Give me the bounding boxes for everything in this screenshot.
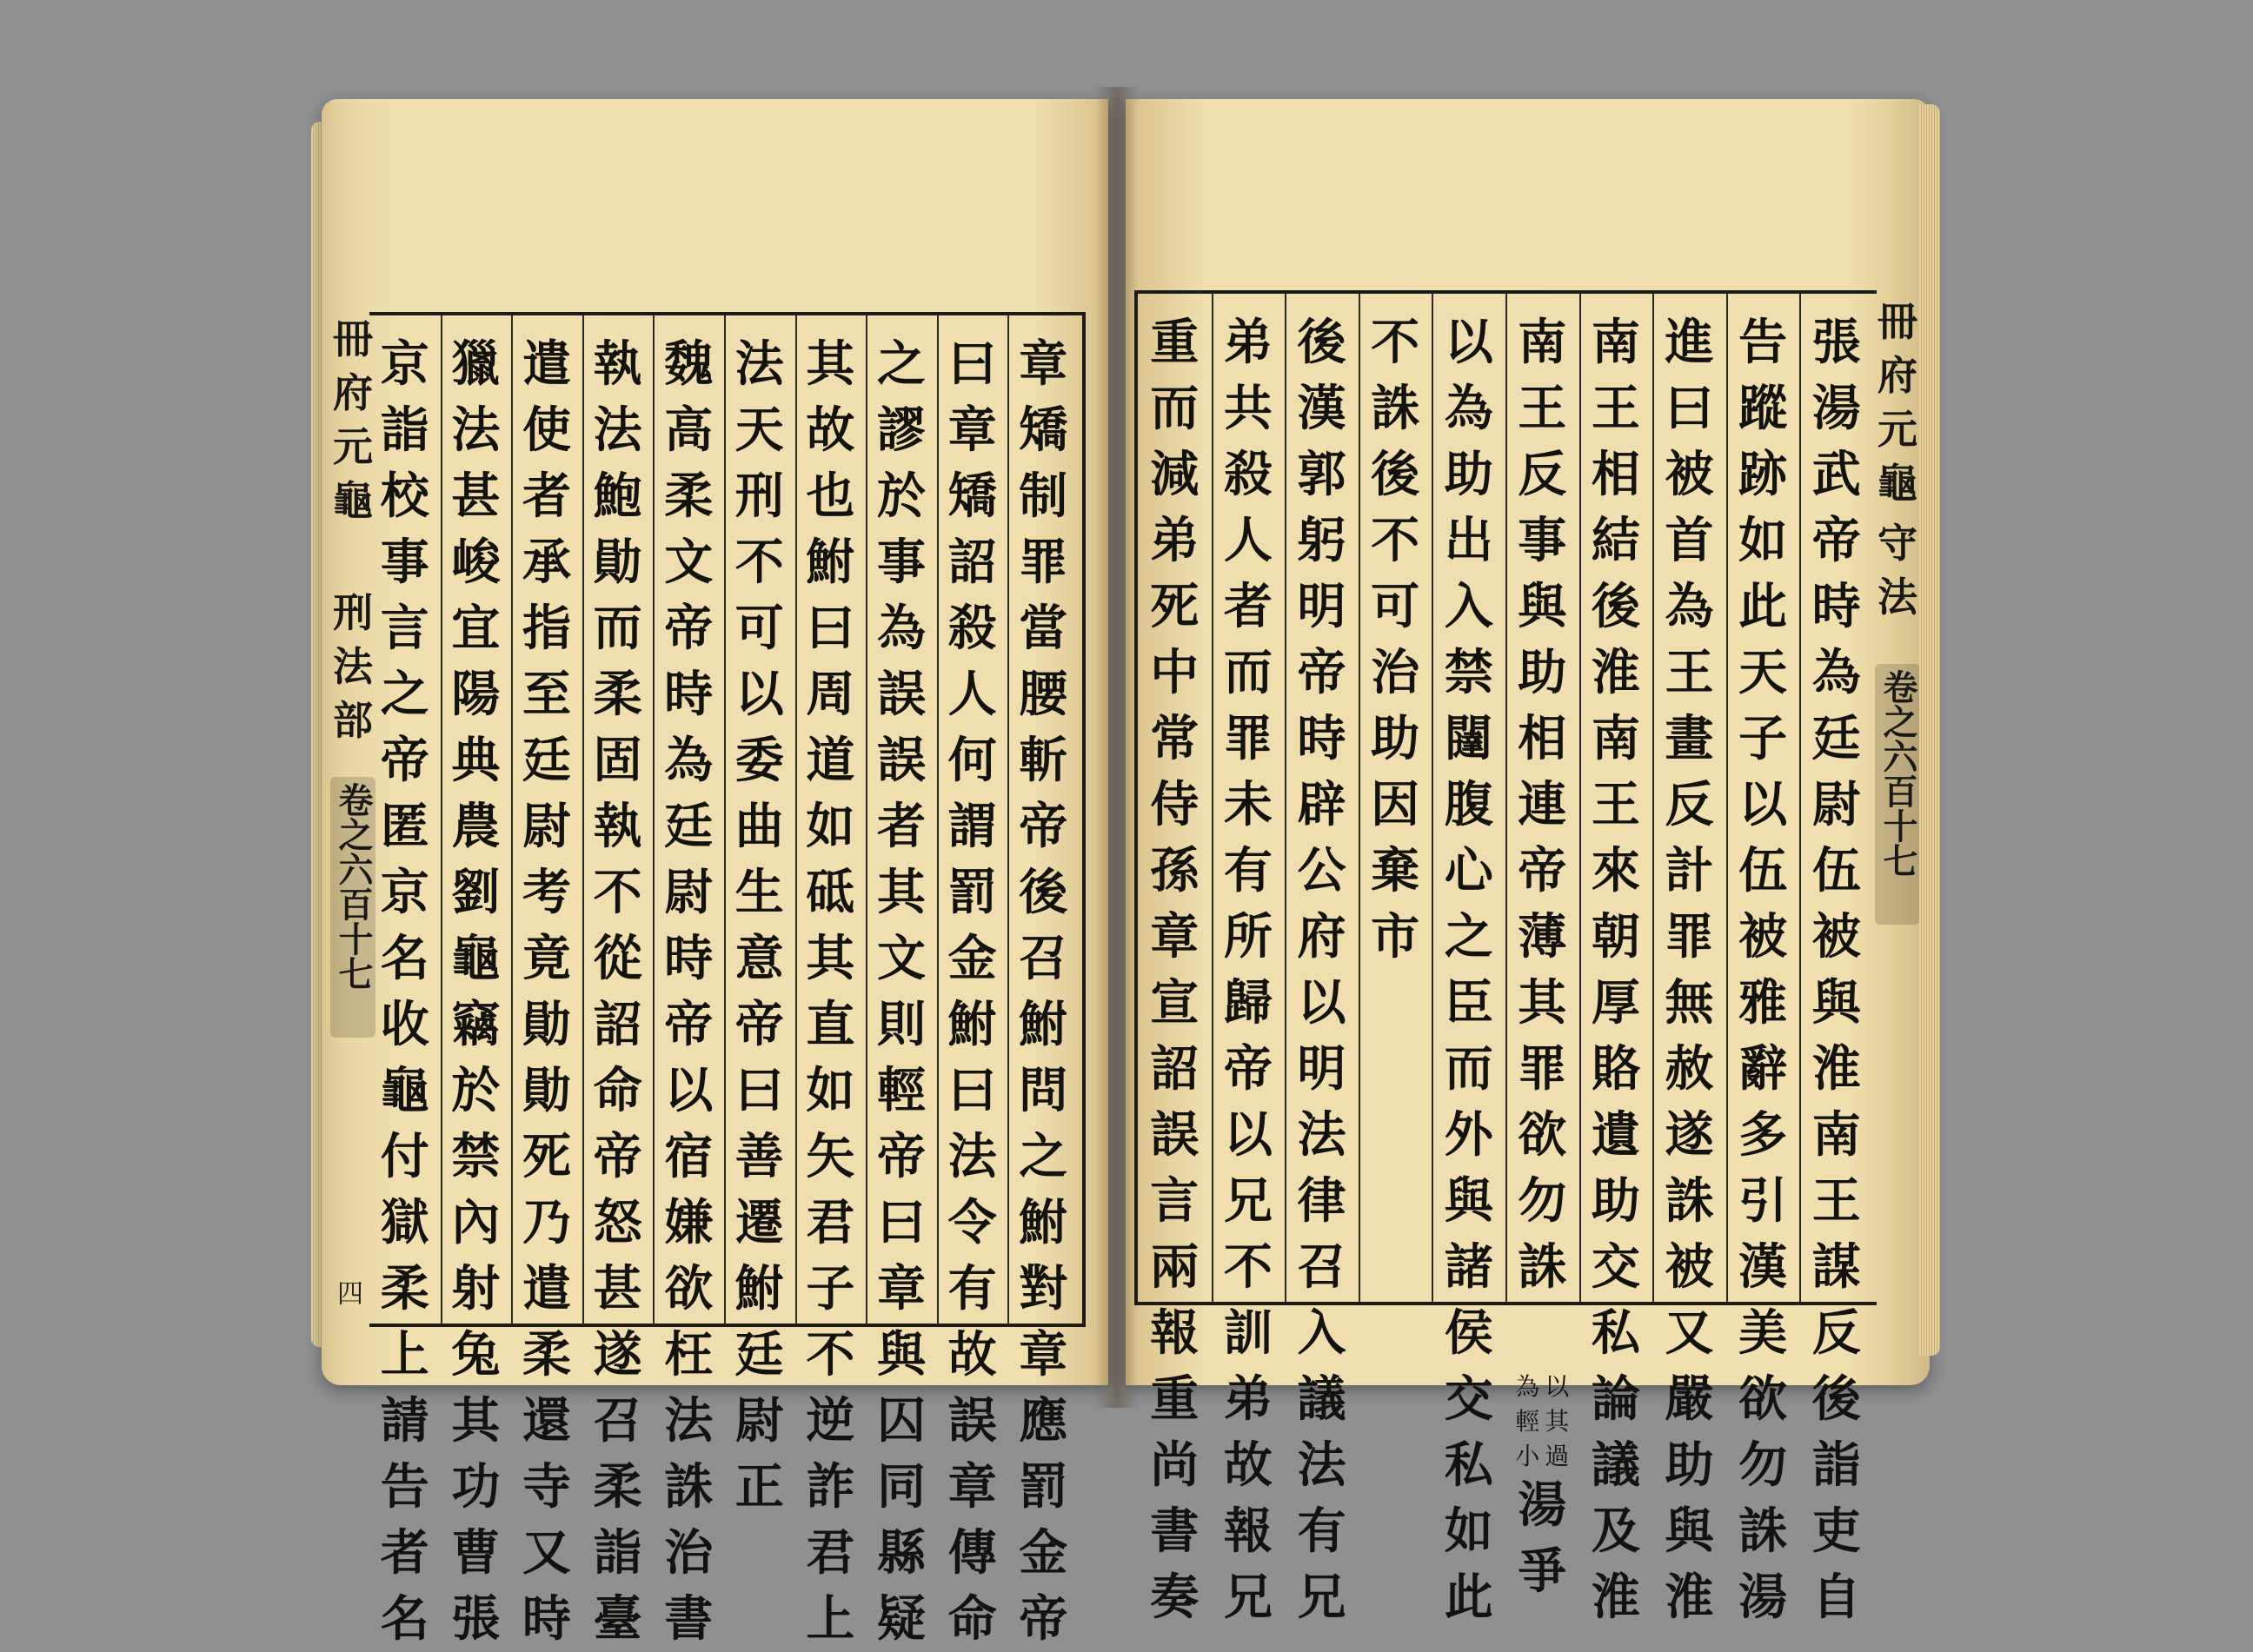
right-column-rule [1652, 294, 1654, 1302]
left-margin-section-char: 刑 [333, 589, 373, 636]
left-text-frame [369, 312, 1086, 1648]
left-column-rule [1007, 315, 1009, 1324]
right-column-rule [1285, 294, 1286, 1302]
right-column-rule [1579, 294, 1581, 1302]
right-text-column: 弟 共 殺 人 者 而 罪 未 有 所 歸 帝 以 兄 不 訓 弟 故 報 兄 [1223, 314, 1273, 1626]
right-column-rule [1359, 294, 1360, 1302]
left-text-column: 魏 高 柔 文 帝 時 為 廷 尉 時 帝 以 宿 嫌 欲 枉 法 誅 治 書 [664, 335, 714, 1648]
left-text-column: 曰 章 矯 詔 殺 人 何 謂 罰 金 鮒 曰 法 令 有 故 誤 章 傳 命 [947, 335, 997, 1648]
right-margin-title [1873, 295, 1922, 510]
left-margin-title-char: 龜 [333, 477, 373, 524]
left-text-column: 京 詣 校 事 言 之 帝 匿 京 名 收 龜 付 獄 柔 上 請 告 者 名 [380, 335, 429, 1648]
right-text-column: 不 誅 後 不 可 治 助 因 棄 市 [1371, 314, 1420, 965]
left-margin-section-char: 部 [333, 697, 373, 744]
right-margin-title-char: 龜 [1877, 460, 1917, 507]
left-volume-label: 卷之六百十七 [333, 782, 374, 991]
right-text-frame: 張 湯 武 帝 時 為 廷 尉 伍 被 與 淮 南 王 謀 反 後 詣 吏 自 告 蹤 跡 如 此 天 子 以 伍 被 雅 辭 多 引 漢 美 欲 勿 誅 湯 進 曰 被 首 為 王 畫 反 計 罪 無 赦 遂 誅 被 又 嚴 助 與 淮 南 王 相 結 後 淮 南 王 來 朝 厚 賂 遺 助 交 私 論 議 及 淮 南 王 反 事 與 助 相 連 帝 薄 其 罪 欲 勿 誅 以 為 助 出 入 禁 闥 腹 心 之 臣 而 外 與 諸 侯 交 私 如 此 不 誅 後 不 可 治 助 因 棄 市 後 漢 郭 躬 明 帝 時 辟 公 府 以 明 法 律 召 入 議 法 有 兄 弟 共 殺 人 者 而 罪 未 有 所 歸 帝 以 兄 不 訓 弟 故 報 兄 重 而 減 弟 死 中 常 侍 孫 章 宣 詔 誤 言 兩 報 重 尚 書 奏 以 其 過 為 輕 小 湯 爭 [1134, 290, 1877, 1305]
left-column-rule [511, 315, 513, 1324]
right-volume-stamp [1875, 664, 1920, 925]
left-column-rule [582, 315, 584, 1324]
right-text-column: 重 而 減 弟 死 中 常 侍 孫 章 宣 詔 誤 言 兩 報 重 尚 書 奏 [1150, 314, 1200, 1626]
left-text-column: 其 故 也 鮒 曰 周 道 如 砥 其 直 如 矢 君 子 不 逆 詐 君 上 [806, 335, 855, 1648]
right-text-column: 告 蹤 跡 如 此 天 子 以 伍 被 雅 辭 多 引 漢 美 欲 勿 誅 湯 [1738, 314, 1788, 1626]
right-column-rule [1212, 294, 1213, 1302]
left-column-rule [653, 315, 655, 1324]
left-margin-title-char: 府 [333, 369, 373, 416]
left-margin-title-char: 元 [333, 423, 373, 470]
right-text-column: 張 湯 武 帝 時 為 廷 尉 伍 被 與 淮 南 王 謀 反 後 詣 吏 自 [1811, 314, 1861, 1626]
left-page [322, 99, 1108, 1648]
left-folio: 四 [337, 1279, 363, 1310]
right-column-rule [1432, 294, 1433, 1302]
right-page [1126, 99, 1930, 1626]
right-volume-label: 卷之六百十七 [1877, 669, 1918, 878]
left-text-column: 章 矯 制 罪 當 腰 斬 帝 後 召 鮒 問 之 鮒 對 章 應 罰 金 帝 [1019, 335, 1068, 1648]
right-text-column: 以 為 助 出 入 禁 闥 腹 心 之 臣 而 外 與 諸 侯 交 私 如 此 [1444, 314, 1493, 1626]
right-inline-note-b: 為 輕 小 [1515, 1372, 1540, 1470]
right-margin-section-char: 守 [1877, 520, 1917, 567]
left-text-column: 遣 使 者 承 指 至 廷 尉 考 竟 勛 勛 死 乃 遣 柔 還 寺 又 時 [522, 335, 571, 1648]
right-margin-title-char: 府 [1877, 352, 1917, 399]
left-text-column: 法 天 刑 不 可 以 委 曲 生 意 帝 曰 善 遷 鮒 廷 尉 正 [734, 335, 784, 1516]
left-column-rule [937, 315, 939, 1324]
right-column-rule [1505, 294, 1507, 1302]
open-book [322, 87, 1930, 1648]
left-column-rule [795, 315, 797, 1324]
left-text-column: 獵 法 甚 峻 宜 陽 典 農 劉 龜 竊 於 禁 內 射 兔 其 功 曹 張 [451, 335, 501, 1648]
right-margin-title-char: 元 [1877, 406, 1917, 453]
right-text-column: 後 漢 郭 躬 明 帝 時 辟 公 府 以 明 法 律 召 入 議 法 有 兄 [1297, 314, 1346, 1626]
right-margin-section [1873, 516, 1922, 624]
left-text-column: 之 謬 於 事 為 誤 誤 者 其 文 則 輕 帝 曰 章 與 囚 同 縣 疑 [877, 335, 926, 1648]
right-margin-title-char: 冊 [1877, 298, 1917, 345]
right-column-rule [1726, 294, 1728, 1302]
book-gutter [1095, 87, 1139, 1408]
right-margin-section-char: 法 [1877, 574, 1917, 620]
right-inline-note-a: 以 其 過 [1545, 1372, 1570, 1470]
right-text-column: 南 王 反 事 與 助 相 連 帝 薄 其 罪 欲 勿 誅 [1518, 314, 1567, 1296]
left-column-rule [866, 315, 867, 1324]
right-text-column: 進 曰 被 首 為 王 畫 反 計 罪 無 赦 遂 誅 被 又 嚴 助 與 淮 [1665, 314, 1714, 1626]
right-page-edges [1919, 104, 1940, 1356]
right-text-column: 南 王 相 結 後 淮 南 王 來 朝 厚 賂 遺 助 交 私 論 議 及 淮 [1591, 314, 1640, 1626]
left-column-rule [441, 315, 442, 1324]
left-margin-title-char: 冊 [333, 315, 373, 362]
left-column-rule [724, 315, 726, 1324]
left-margin-section-char: 法 [333, 643, 373, 690]
right-column-rule [1799, 294, 1801, 1302]
left-text-column: 執 法 鮑 勛 而 柔 固 執 不 從 詔 命 帝 怒 甚 遂 召 柔 詣 臺 [593, 335, 642, 1648]
